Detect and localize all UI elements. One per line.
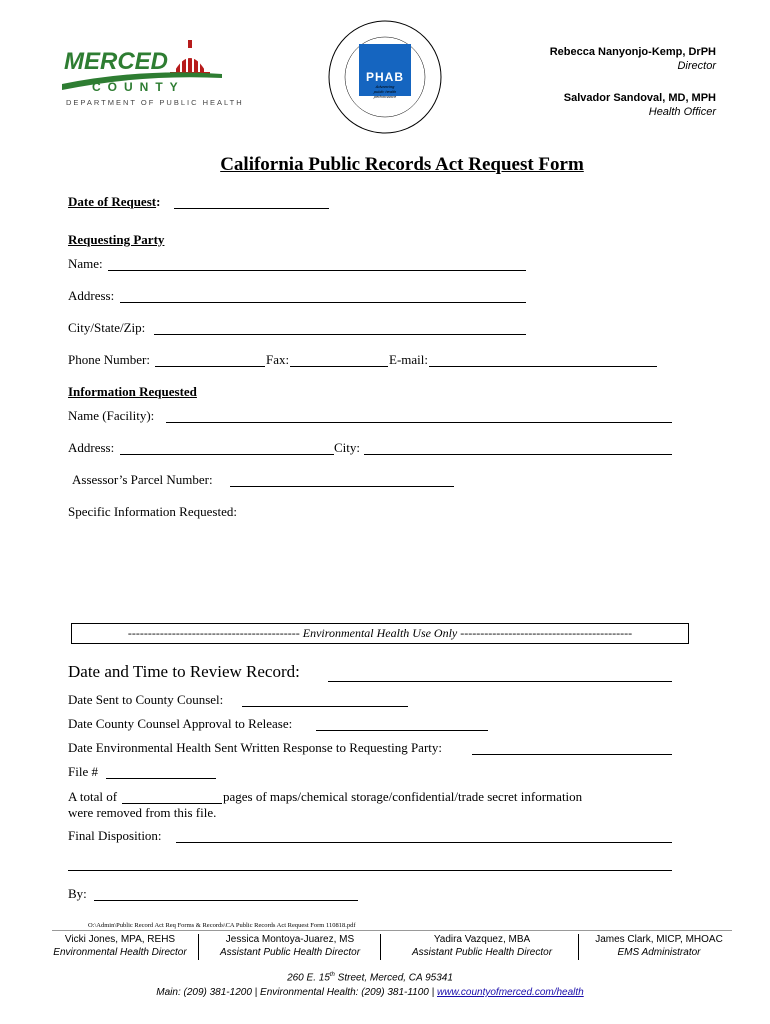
footer-separator	[380, 934, 381, 960]
parcel-number-field[interactable]	[230, 486, 454, 487]
date-sent-field[interactable]	[242, 706, 408, 707]
date-colon: :	[156, 194, 161, 209]
signature-field[interactable]	[94, 900, 358, 901]
file-number-label: File #	[68, 764, 98, 779]
total-of-label: A total of	[68, 789, 118, 804]
date-response-field[interactable]	[472, 754, 672, 755]
facility-name-label: Name (Facility):	[68, 408, 155, 423]
phab-seal-tagline-1: Advancing	[375, 84, 395, 89]
footer-separator	[198, 934, 199, 960]
final-disposition-label: Final Disposition:	[68, 828, 162, 843]
environmental-health-use-only-text: ------------------------------------------- Environmental Health Use Only -------------------------------------------	[127, 626, 633, 640]
final-disposition-field-line-2[interactable]	[68, 870, 672, 871]
staff-name: Yadira Vazquez, MBA	[433, 934, 531, 945]
address-field[interactable]	[120, 302, 526, 303]
phone-field[interactable]	[155, 366, 265, 367]
staff-title: EMS Administrator	[617, 947, 701, 958]
form-title: California Public Records Act Request Form	[220, 154, 584, 175]
official-name: Rebecca Nanyonjo-Kemp, DrPH	[549, 46, 716, 58]
staff-name: Jessica Montoya-Juarez, MS	[225, 934, 355, 945]
fax-field[interactable]	[290, 366, 388, 367]
phone-label: Phone Number:	[68, 352, 150, 367]
footer-phones: Main: (209) 381-1200 | Environmental Health: (209) 381-1100 |	[156, 987, 437, 998]
logo-merced-text: MERCED	[64, 48, 169, 75]
date-response-label: Date Environmental Health Sent Written Response to Requesting Party:	[68, 740, 442, 755]
footer-staff-2	[204, 934, 376, 958]
fax-label: Fax:	[266, 352, 290, 367]
parcel-number-label: Assessor’s Parcel Number:	[72, 472, 213, 487]
address-prefix: 260 E. 15	[287, 972, 330, 984]
specific-information-label: Specific Information Requested:	[68, 504, 237, 519]
date-of-request-label	[68, 194, 160, 210]
facility-city-field[interactable]	[364, 454, 672, 455]
date-of-request-text: Date of Request	[68, 194, 157, 209]
phab-seal	[326, 18, 444, 136]
address-sup: th	[329, 972, 335, 978]
name-label: Name:	[68, 256, 103, 271]
footer-separator	[578, 934, 579, 960]
staff-title: Environmental Health Director	[53, 947, 187, 958]
name-field[interactable]	[108, 270, 526, 271]
official-title: Director	[677, 60, 716, 72]
official-name: Salvador Sandoval, MD, MPH	[563, 92, 716, 104]
removed-from-file-text: were removed from this file.	[68, 805, 217, 820]
city-state-zip-field[interactable]	[154, 334, 526, 335]
by-label: By:	[68, 886, 87, 901]
environmental-health-use-only-box	[71, 623, 689, 644]
pages-removed-text: pages of maps/chemical storage/confidential/trade secret information	[223, 789, 583, 804]
specific-information-area[interactable]	[68, 522, 672, 618]
phab-seal-tagline-3: performance	[373, 94, 397, 99]
file-number-field[interactable]	[106, 778, 216, 779]
date-sent-label: Date Sent to County Counsel:	[68, 692, 224, 707]
file-path: O:\Admin\Public Record Act Req Forms & Records\CA Public Records Act Request Form 110818.pdf	[88, 922, 356, 929]
facility-name-field[interactable]	[166, 422, 672, 423]
information-requested-heading: Information Requested	[68, 384, 197, 399]
logo-county-text: COUNTY	[92, 80, 185, 94]
address-suffix: Street, Merced, CA 95341	[334, 972, 453, 984]
review-heading	[68, 662, 300, 682]
final-disposition-field[interactable]	[176, 842, 672, 843]
official-title: Health Officer	[648, 106, 716, 118]
footer-staff-1	[46, 934, 194, 958]
requesting-party-heading: Requesting Party	[68, 232, 165, 247]
email-label: E-mail:	[389, 352, 428, 367]
date-approval-field[interactable]	[316, 730, 488, 731]
review-heading-colon: :	[295, 662, 300, 681]
date-of-request-field[interactable]	[174, 208, 329, 209]
facility-address-label: Address:	[68, 440, 115, 455]
facility-city-label: City:	[334, 440, 361, 455]
logo-department-text: DEPARTMENT OF PUBLIC HEALTH	[66, 98, 244, 107]
footer-staff-3	[396, 934, 568, 958]
footer-contact	[0, 987, 740, 998]
official-health-officer	[476, 92, 716, 118]
total-pages-field[interactable]	[122, 803, 222, 804]
phab-seal-tagline-2: public health	[373, 89, 397, 94]
email-field[interactable]	[429, 366, 657, 367]
review-heading-text: Date and Time to Review Record	[68, 662, 296, 681]
phab-seal-text: PHAB	[365, 70, 404, 84]
footer-address	[0, 972, 740, 983]
review-date-time-field[interactable]	[328, 681, 672, 682]
staff-name: Vicki Jones, MPA, REHS	[64, 934, 176, 945]
staff-title: Assistant Public Health Director	[219, 947, 361, 958]
footer-staff-4	[584, 934, 734, 958]
date-approval-label: Date County Counsel Approval to Release:	[68, 716, 293, 731]
website-link[interactable]: www.countyofmerced.com/health	[437, 987, 584, 998]
city-state-zip-label: City/State/Zip:	[68, 320, 146, 335]
footer-divider	[52, 930, 732, 931]
staff-name: James Clark, MICP, MHOAC	[595, 934, 723, 945]
address-label: Address:	[68, 288, 115, 303]
facility-address-field[interactable]	[120, 454, 334, 455]
official-director	[476, 46, 716, 72]
staff-title: Assistant Public Health Director	[411, 947, 553, 958]
